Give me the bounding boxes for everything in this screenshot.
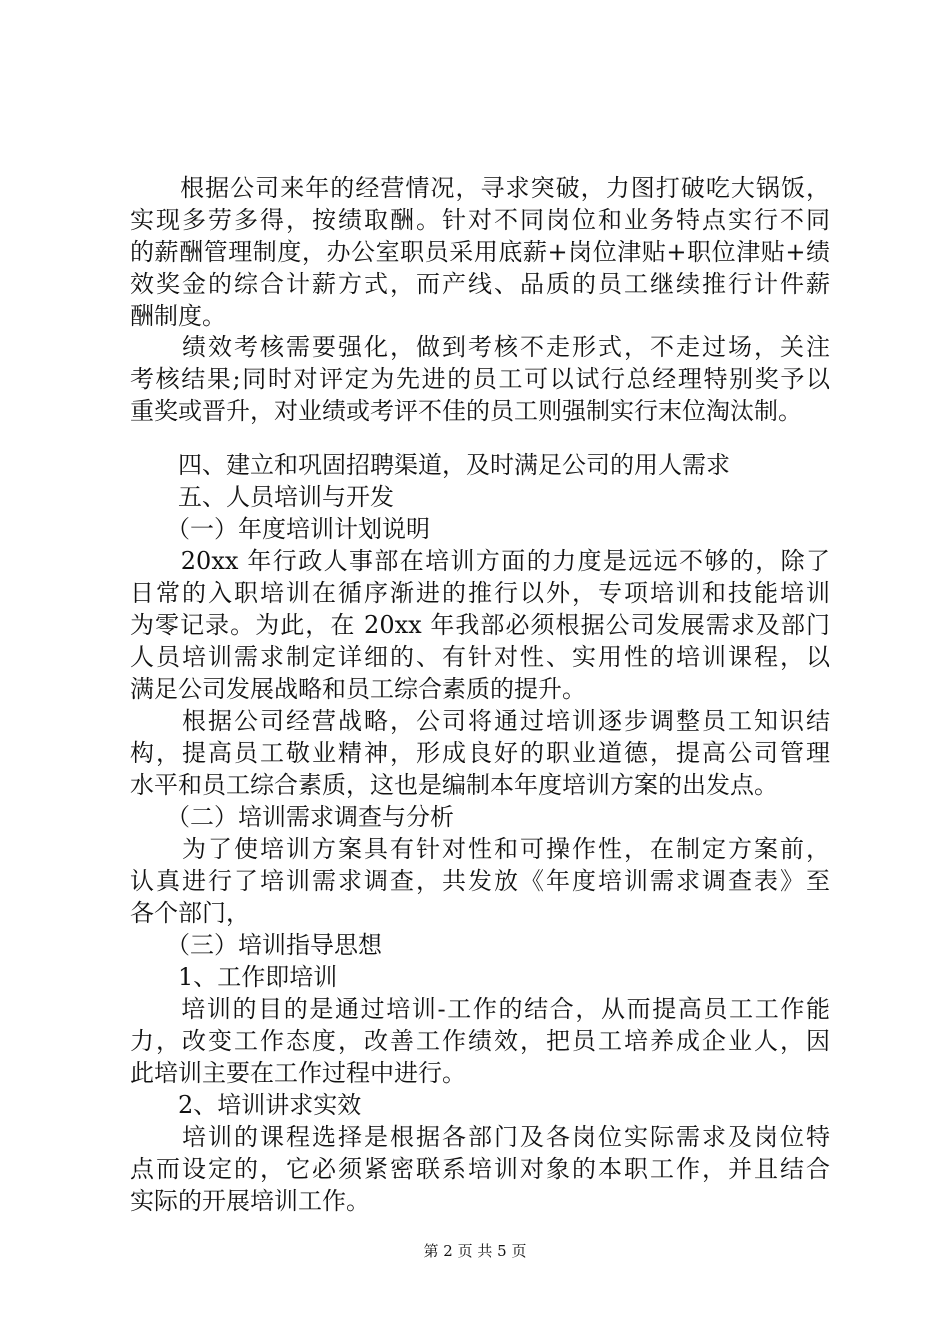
text-line: 为了使培训方案具有针对性和可操作性，在制定方案前，	[130, 835, 830, 863]
text-line: 重奖或晋升，对业绩或考评不佳的员工则强制实行末位淘汰制。	[130, 397, 802, 425]
text-line: 水平和员工综合素质，这也是编制本年度培训方案的出发点。	[130, 771, 778, 799]
text-line: 日常的入职培训在循序渐进的推行以外，专项培训和技能培训	[130, 579, 830, 607]
text-line: 认真进行了培训需求调查，共发放《年度培训需求调查表》至	[130, 867, 830, 895]
text-line: 力，改变工作态度，改善工作绩效，把员工培养成企业人，因	[130, 1027, 830, 1055]
text-line: （二）培训需求调查与分析	[130, 803, 454, 831]
text-line: 培训的课程选择是根据各部门及各岗位实际需求及岗位特	[130, 1123, 830, 1151]
text-line: 满足公司发展战略和员工综合素质的提升。	[130, 675, 586, 703]
text-line: 培训的目的是通过培训-工作的结合，从而提高员工工作能	[130, 995, 830, 1023]
text-line: （一）年度培训计划说明	[130, 515, 430, 543]
text-line: 20xx 年行政人事部在培训方面的力度是远远不够的，除了	[130, 547, 830, 575]
text-line: 1、工作即培训	[130, 963, 338, 991]
text-line: 实际的开展培训工作。	[130, 1187, 370, 1215]
text-line: 实现多劳多得，按绩取酬。针对不同岗位和业务特点实行不同	[130, 206, 830, 234]
text-line: 人员培训需求制定详细的、有针对性、实用性的培训课程，以	[130, 643, 830, 671]
text-line: 酬制度。	[130, 302, 226, 330]
text-line: 根据公司来年的经营情况，寻求突破，力图打破吃大锅饭，	[130, 174, 830, 202]
text-line: 2、培训讲求实效	[130, 1091, 362, 1119]
text-line: 为零记录。为此，在 20xx 年我部必须根据公司发展需求及部门	[130, 611, 830, 639]
text-line: （三）培训指导思想	[130, 931, 382, 959]
text-line: 点而设定的，它必须紧密联系培训对象的本职工作，并且结合	[130, 1155, 830, 1183]
text-line: 的薪酬管理制度，办公室职员采用底薪+岗位津贴+职位津贴+绩	[130, 238, 830, 266]
text-line: 五、人员培训与开发	[130, 483, 394, 511]
page-footer: 第 2 页 共 5 页	[423, 1242, 527, 1260]
text-line: 构，提高员工敬业精神，形成良好的职业道德，提高公司管理	[130, 739, 830, 767]
text-line: 四、建立和巩固招聘渠道，及时满足公司的用人需求	[130, 451, 730, 479]
text-line: 绩效考核需要强化，做到考核不走形式，不走过场，关注	[130, 333, 830, 361]
text-line: 各个部门，	[130, 899, 250, 927]
text-line: 效奖金的综合计薪方式，而产线、品质的员工继续推行计件薪	[130, 270, 830, 298]
text-line: 此培训主要在工作过程中进行。	[130, 1059, 466, 1087]
text-line: 考核结果;同时对评定为先进的员工可以试行总经理特别奖予以	[130, 365, 830, 393]
text-line: 根据公司经营战略，公司将通过培训逐步调整员工知识结	[130, 707, 830, 735]
